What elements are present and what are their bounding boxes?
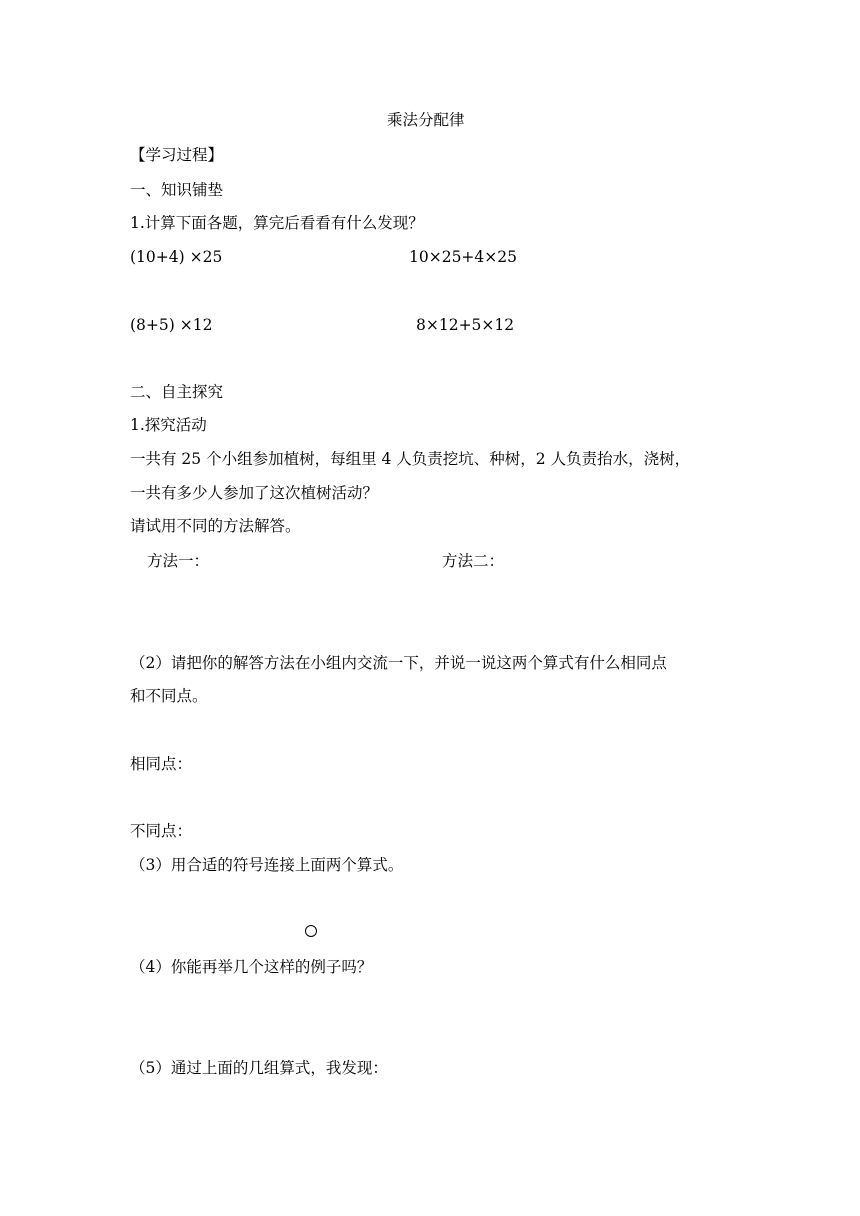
problem-line-1: 一共有 25 个小组参加植树，每组里 4 人负责挖坑、种树，2 人负责抬水，浇树， [130,450,691,468]
question-1: 1.计算下面各题，算完后看看有什么发现？ [130,214,424,232]
question-5: （5）通过上面的几组算式，我发现： [130,1059,388,1077]
question-2-line-1: （2）请把你的解答方法在小组内交流一下，并说一说这两个算式有什么相同点 [130,654,667,672]
expression-2a: (8+5) ×12 [130,316,213,334]
instruction: 请试用不同的方法解答。 [130,517,301,535]
different-points-label: 不同点： [130,822,193,840]
part1-heading: 一、知识铺垫 [130,181,224,199]
same-points-label: 相同点： [130,755,193,773]
problem-line-2: 一共有多少人参加了这次植树活动？ [130,484,379,502]
activity-title: 1.探究活动 [130,416,207,434]
expression-2b: 8×12+5×12 [416,316,515,334]
part2-heading: 二、自主探究 [130,383,224,401]
question-4: （4）你能再举几个这样的例子吗？ [130,958,373,976]
section-header: 【学习过程】 [130,146,224,164]
comparison-circle-blank[interactable] [305,925,317,937]
method-1-label: 方法一： [147,552,210,570]
question-3: （3）用合适的符号连接上面两个算式。 [130,856,404,874]
question-2-line-2: 和不同点。 [130,687,208,705]
expression-1a: (10+4) ×25 [130,248,223,266]
page-title: 乘法分配律 [387,111,465,129]
method-2-label: 方法二： [442,552,505,570]
expression-1b: 10×25+4×25 [409,248,517,266]
